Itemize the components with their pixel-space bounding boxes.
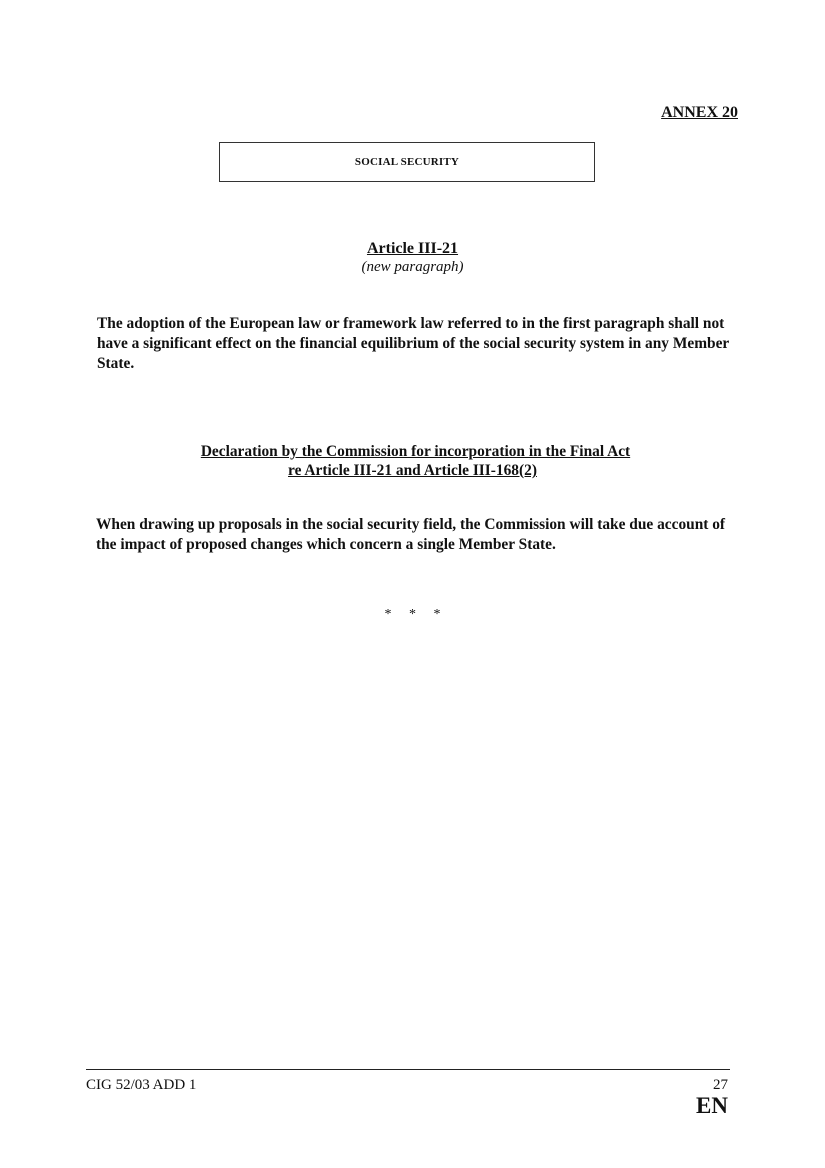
declaration-heading-line-2: re Article III-21 and Article III-168(2): [288, 462, 537, 479]
document-reference: CIG 52/03 ADD 1: [86, 1077, 197, 1093]
declaration-paragraph: When drawing up proposals in the social security field, the Commission will take due account of the impact of proposed changes which concern a single Member State.: [96, 516, 726, 553]
page-number: 27: [713, 1077, 728, 1093]
article-title: Article III-21: [366, 240, 459, 257]
section-box: [219, 142, 595, 182]
article-paragraph: The adoption of the European law or framework law referred to in the first paragraph shall not have a significant effect on the financial equilibrium of the social security system in any Member State.: [97, 315, 729, 372]
declaration-heading: [0, 442, 825, 480]
footer-divider: [86, 1069, 730, 1070]
declaration-heading-line-1: Declaration by the Commission for incorporation in the Final Act: [200, 443, 631, 460]
section-label: SOCIAL SECURITY: [354, 156, 460, 168]
language-code: EN: [696, 1093, 728, 1118]
annex-label: ANNEX 20: [661, 104, 738, 121]
article-subtitle: (new paragraph): [361, 259, 464, 275]
separator-stars: * * *: [384, 607, 441, 622]
